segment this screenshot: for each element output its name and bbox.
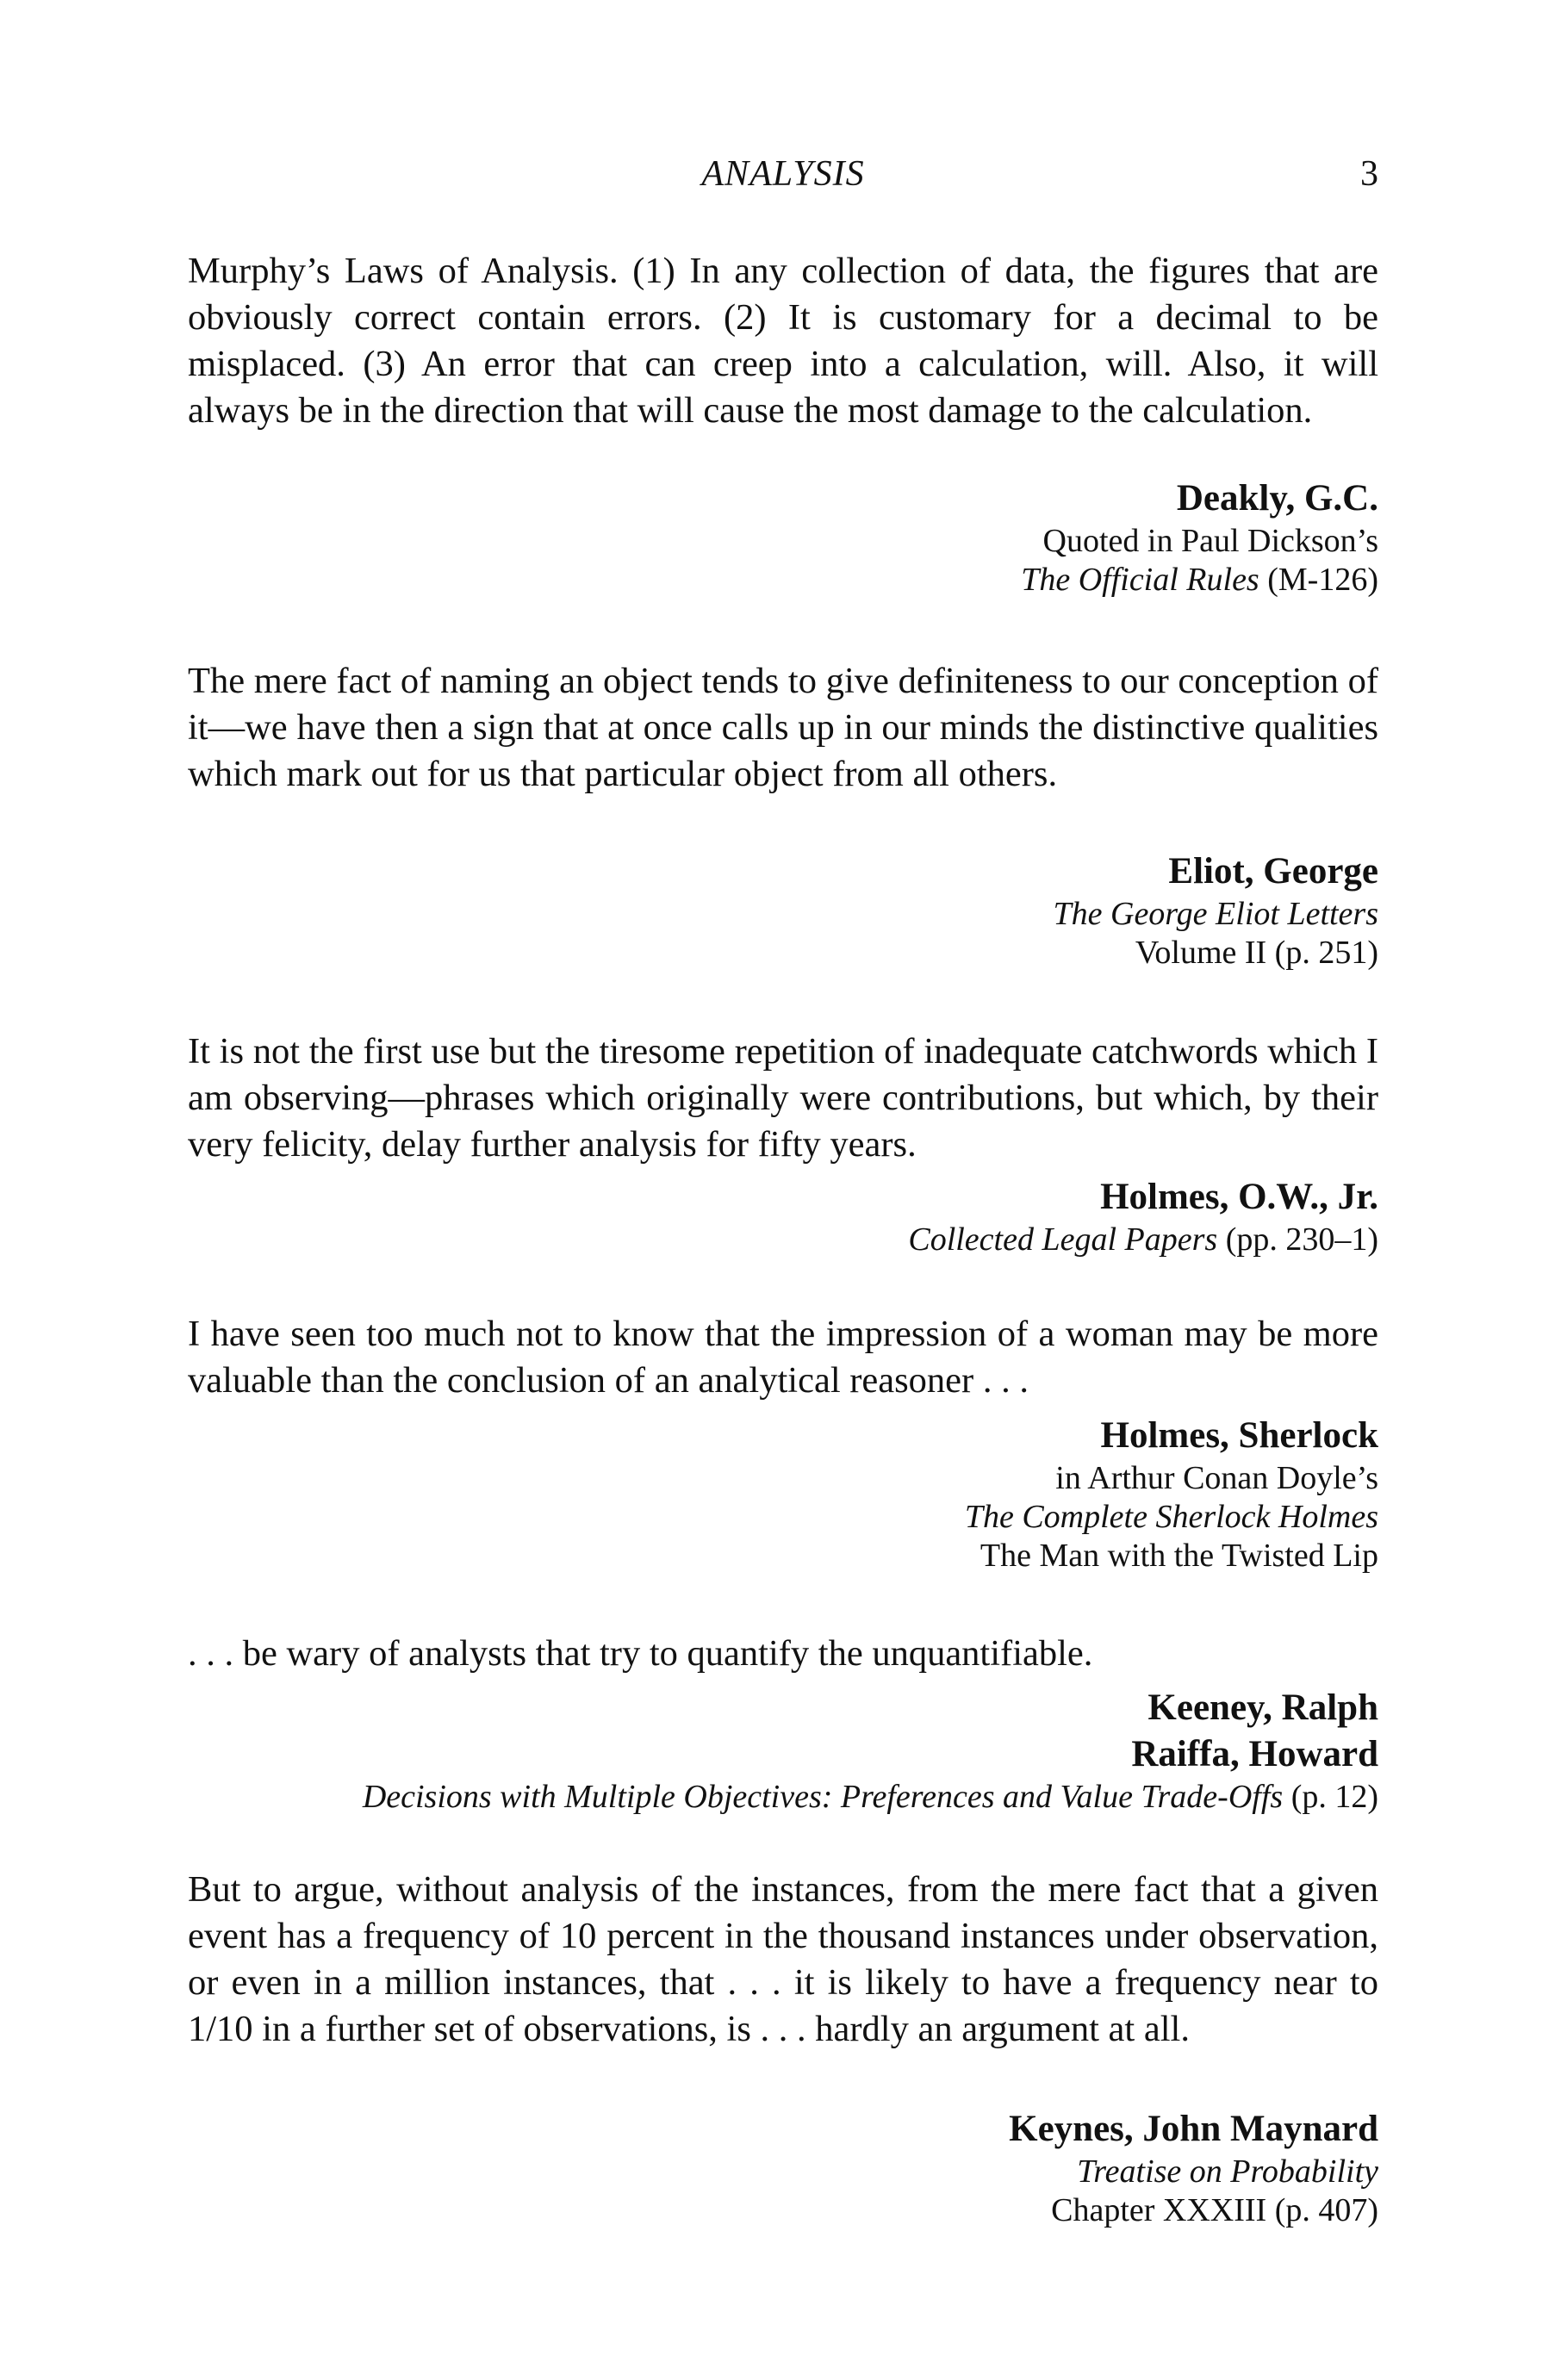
quote-attribution — [188, 2106, 1378, 2230]
quote-author: Holmes, O.W., Jr. — [1100, 1177, 1378, 1217]
quote-text: It is not the first use but the tiresome repetition of inadequate catchwords which I am observing—phrases which originally were contributions, but which, by their very felicity, delay further analysis for fifty years. — [188, 1031, 1378, 1165]
quote-source-ref: (p. 12) — [1290, 1779, 1378, 1815]
quote-source-title: Treatise on Probability — [1077, 2153, 1378, 2190]
quote-text: . . . be wary of analysts that try to quantify the unquantifiable. — [188, 1633, 1093, 1674]
quote-source — [188, 561, 1378, 600]
quote-author: Keeney, Ralph — [1147, 1687, 1378, 1728]
page-number: 3 — [1360, 154, 1378, 194]
quote-source-title: Decisions with Multiple Objectives: Preferences and Value Trade-Offs — [362, 1779, 1284, 1815]
quote-author: Eliot, George — [1168, 851, 1378, 892]
quote-source-ref: The Man with the Twisted Lip — [980, 1538, 1378, 1574]
quote-attribution — [188, 1685, 1378, 1817]
quote-source-ref: Volume II (p. 251) — [1135, 935, 1378, 971]
quote-attribution — [188, 848, 1378, 973]
quote-source-line: Quoted in Paul Dickson’s — [1042, 523, 1378, 559]
quote-text: I have seen too much not to know that the impression of a woman may be more valuable than the conclusion of an analytical reasoner . . . — [188, 1314, 1378, 1401]
quote-attribution — [188, 1413, 1378, 1575]
quote-source-title: The George Eliot Letters — [1053, 896, 1378, 932]
quote-text: Murphy’s Laws of Analysis. (1) In any collection of data, the figures that are obviously correct contain errors. (2) It is customary for a decimal to be misplaced. (3) An error that can creep into a calculation, will. Also, it will always be in the direction that will cause the most damage to the calculation. — [188, 251, 1378, 431]
quote-source-line: in Arthur Conan Doyle’s — [1055, 1460, 1378, 1496]
quote-source-ref: Chapter XXXIII (p. 407) — [1051, 2192, 1378, 2228]
quote-author: Holmes, Sherlock — [1100, 1415, 1378, 1456]
quote-source-title: Collected Legal Papers — [908, 1221, 1218, 1258]
quote-source-ref: (M-126) — [1267, 562, 1378, 598]
running-head — [188, 153, 1378, 205]
running-title: ANALYSIS — [701, 154, 865, 194]
quote-text: But to argue, without analysis of the instances, from the mere fact that a given event has a frequency of 10 percent in the thousand instances under observation, or even in a million instances, that . . . it is likely to have a frequency near to 1/10 in a further set of observations, is . . . hardly an argument at all. — [188, 1869, 1378, 2049]
quote-text: The mere fact of naming an object tends to give definiteness to our conception of it—we have then a sign that at once calls up in our minds the distinctive qualities which mark out for us that particular object from all others. — [188, 661, 1378, 794]
quote-source-title: The Complete Sherlock Holmes — [964, 1499, 1378, 1535]
quote-source-title: The Official Rules — [1021, 562, 1259, 598]
quote-source — [188, 1778, 1378, 1817]
quote-author: Keynes, John Maynard — [1009, 2109, 1378, 2149]
quote-source — [188, 1221, 1378, 1259]
quote-attribution — [188, 475, 1378, 600]
quote-attribution — [188, 1174, 1378, 1259]
quote-source-ref: (pp. 230–1) — [1225, 1221, 1378, 1258]
quote-author: Deakly, G.C. — [1176, 478, 1378, 519]
quote-author-second: Raiffa, Howard — [1131, 1734, 1378, 1774]
